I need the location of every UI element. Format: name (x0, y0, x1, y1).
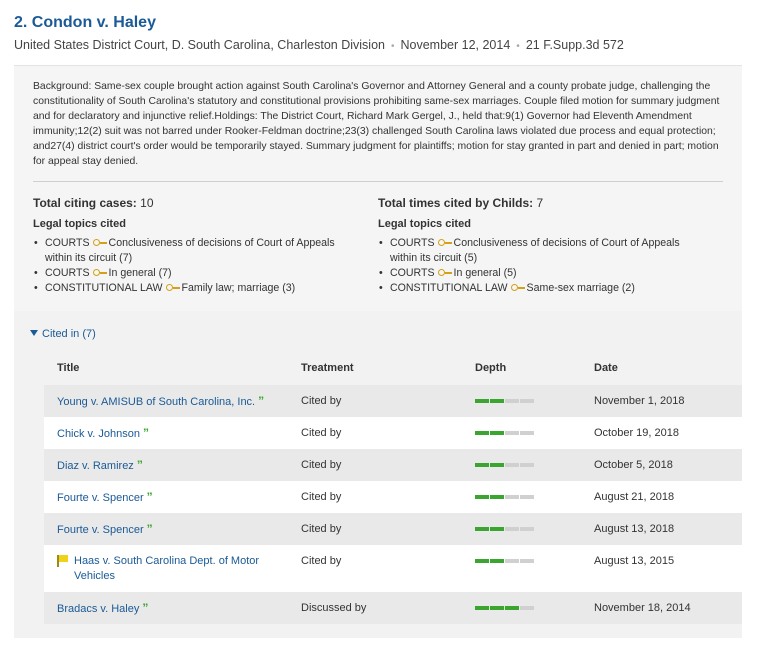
treatment-text: Cited by (301, 523, 342, 535)
table-row (44, 481, 742, 513)
key-icon (438, 268, 452, 277)
depth-segment (475, 431, 489, 435)
depth-segment (505, 527, 519, 531)
topic-text[interactable]: In general (7) (108, 267, 172, 279)
topic-list (378, 236, 708, 296)
column-header-depth: Depth (475, 362, 507, 374)
table-body (44, 385, 742, 624)
depth-segment (475, 606, 489, 610)
topic-text[interactable]: Conclusiveness of decisions of Court of Appeals within its circuit (5) (390, 237, 680, 264)
depth-segment (475, 399, 489, 403)
topic-category[interactable]: COURTS (45, 237, 90, 249)
quote-icon[interactable]: ” (146, 490, 153, 504)
quote-icon[interactable]: ” (146, 522, 153, 536)
case-link[interactable]: Fourte v. Spencer (57, 492, 144, 504)
depth-segment (475, 527, 489, 531)
treatment-text: Cited by (301, 491, 342, 503)
depth-cell (475, 554, 534, 563)
case-date: November 12, 2014 (400, 38, 511, 52)
depth-cell (475, 522, 534, 531)
case-meta (14, 36, 764, 56)
triangle-down-icon (30, 330, 38, 336)
title-cell (57, 394, 287, 410)
topic-category[interactable]: COURTS (390, 267, 435, 279)
title-cell (57, 490, 287, 506)
depth-indicator (475, 399, 534, 403)
topic-item (45, 266, 363, 281)
depth-segment (490, 399, 504, 403)
depth-cell (475, 426, 534, 435)
treatment-text: Cited by (301, 555, 342, 567)
depth-segment (505, 495, 519, 499)
topics-heading: Legal topics cited (33, 218, 126, 230)
depth-segment (475, 559, 489, 563)
key-icon (438, 238, 452, 247)
case-link[interactable]: Diaz v. Ramirez (57, 460, 134, 472)
table-row (44, 545, 742, 592)
case-header (14, 12, 764, 56)
date-cell (594, 394, 685, 409)
depth-indicator (475, 559, 534, 563)
case-link[interactable]: Chick v. Johnson (57, 428, 140, 440)
topic-category[interactable]: COURTS (45, 267, 90, 279)
topics-heading: Legal topics cited (378, 218, 471, 230)
depth-cell (475, 601, 534, 610)
depth-segment (520, 559, 534, 563)
topic-category[interactable]: CONSTITUTIONAL LAW (45, 282, 163, 294)
table-header (44, 352, 742, 385)
key-icon (511, 283, 525, 292)
date-text: August 13, 2015 (594, 555, 675, 567)
depth-cell (475, 394, 534, 403)
cited-in-label: Cited in (7) (42, 328, 96, 340)
topic-item (45, 236, 363, 266)
table-row (44, 513, 742, 545)
topic-category[interactable]: CONSTITUTIONAL LAW (390, 282, 508, 294)
depth-segment (520, 399, 534, 403)
treatment-cell (301, 490, 341, 505)
treatment-cell (301, 554, 341, 569)
date-text: October 19, 2018 (594, 427, 680, 439)
treatment-cell (301, 522, 341, 537)
depth-segment (520, 463, 534, 467)
key-icon (93, 238, 107, 247)
depth-segment (505, 463, 519, 467)
court-name: United States District Court, D. South Carolina, Charleston Division (14, 38, 385, 52)
total-citing-cases (33, 196, 363, 210)
quote-icon[interactable]: ” (142, 426, 149, 440)
treatment-text: Cited by (301, 427, 342, 439)
key-icon (166, 283, 180, 292)
quote-icon[interactable]: ” (142, 601, 149, 615)
date-text: August 13, 2018 (594, 523, 675, 535)
treatment-cell (301, 601, 366, 616)
title-cell (57, 458, 287, 474)
title-cell (57, 601, 287, 617)
table-row (44, 385, 742, 417)
depth-segment (490, 527, 504, 531)
depth-cell (475, 458, 534, 467)
topic-item (390, 281, 708, 296)
topic-text[interactable]: Conclusiveness of decisions of Court of Appeals within its circuit (7) (45, 237, 335, 264)
date-cell (594, 601, 691, 616)
column-header-treatment: Treatment (301, 362, 354, 374)
stat-value: 7 (536, 196, 544, 210)
stat-value: 10 (140, 196, 154, 210)
treatment-cell (301, 426, 341, 441)
date-text: August 21, 2018 (594, 491, 675, 503)
depth-segment (490, 559, 504, 563)
case-link[interactable]: Haas v. South Carolina Dept. of Motor Vehicles (74, 555, 260, 582)
depth-segment (490, 606, 504, 610)
case-citation: 21 F.Supp.3d 572 (525, 38, 624, 52)
treatment-text: Cited by (301, 395, 342, 407)
case-number: 2. (14, 14, 28, 31)
column-header-title: Title (57, 362, 80, 374)
depth-segment (520, 431, 534, 435)
case-link[interactable]: Fourte v. Spencer (57, 524, 144, 536)
depth-segment (475, 495, 489, 499)
total-cited-by-childs (378, 196, 708, 210)
topic-text[interactable]: Same-sex marriage (2) (526, 282, 635, 294)
date-text: October 5, 2018 (594, 459, 673, 471)
cited-in-toggle[interactable] (30, 328, 96, 340)
date-cell (594, 554, 674, 569)
title-cell (57, 554, 287, 584)
topic-item (45, 281, 363, 296)
title-cell (57, 522, 287, 538)
column-header-date: Date (594, 362, 618, 374)
depth-segment (505, 431, 519, 435)
cited-in-table (44, 352, 742, 624)
stat-label: Total citing cases: (33, 196, 137, 210)
depth-cell (475, 490, 534, 499)
divider (33, 181, 723, 182)
topic-item (390, 236, 708, 266)
date-text: November 1, 2018 (594, 395, 685, 407)
case-link[interactable]: Bradacs v. Haley (57, 603, 140, 615)
flag-icon (57, 555, 68, 567)
depth-segment (505, 559, 519, 563)
date-text: November 18, 2014 (594, 602, 691, 614)
stat-label: Total times cited by Childs: (378, 196, 534, 210)
topic-text[interactable]: Family law; marriage (3) (181, 282, 296, 294)
depth-indicator (475, 606, 534, 610)
case-link[interactable]: Young v. AMISUB of South Carolina, Inc. (57, 396, 256, 408)
depth-segment (505, 606, 519, 610)
separator-dot: • (390, 41, 395, 52)
treatment-cell (301, 394, 341, 409)
quote-icon[interactable]: ” (258, 394, 265, 408)
key-icon (93, 268, 107, 277)
table-row (44, 417, 742, 449)
topic-item (390, 266, 708, 281)
cited-in-section (14, 311, 742, 638)
date-cell (594, 458, 673, 473)
date-cell (594, 426, 679, 441)
depth-indicator (475, 431, 534, 435)
citing-cases-stats (33, 196, 363, 296)
topic-category[interactable]: COURTS (390, 237, 435, 249)
depth-segment (490, 431, 504, 435)
topic-text[interactable]: In general (5) (453, 267, 517, 279)
treatment-cell (301, 458, 341, 473)
date-cell (594, 522, 674, 537)
case-title[interactable] (14, 12, 764, 34)
depth-segment (490, 463, 504, 467)
quote-icon[interactable]: ” (136, 458, 143, 472)
depth-segment (505, 399, 519, 403)
case-summary-card (14, 65, 742, 638)
date-cell (594, 490, 674, 505)
depth-indicator (475, 463, 534, 467)
depth-segment (520, 527, 534, 531)
separator-dot: • (516, 41, 520, 52)
table-row (44, 449, 742, 481)
cited-by-childs-stats (378, 196, 708, 296)
treatment-text: Cited by (301, 459, 342, 471)
depth-indicator (475, 495, 534, 499)
case-name[interactable]: Condon v. Haley (31, 14, 156, 31)
depth-segment (520, 495, 534, 499)
depth-segment (520, 606, 534, 610)
background-summary: Background: Same-sex couple brought action against South Carolina's Governor and Attorney General and a county probate judge, challenging the constitutionality of South Carolina's statutory and constitutional provisions prohibiting same-sex marriages. Couple filed motion for summary judgment and for declaratory and injunctive relief.Holdings: The District Court, Richard Mark Gergel, J., held that:9(1) Governor had Eleventh Amendment immunity;12(2) suit was not barred under Rooker-Feldman doctrine;23(3) challenged South Carolina laws violated due process and equal protection; and27(4) district court's order would be temporarily stayed. Summary judgment for plaintiffs; motion for stay granted in part and denied in part; motion for appeal stay denied. (33, 81, 720, 167)
treatment-text: Discussed by (301, 602, 367, 614)
flagged-title (57, 554, 287, 584)
depth-indicator (475, 527, 534, 531)
depth-segment (490, 495, 504, 499)
title-cell (57, 426, 287, 442)
table-row (44, 592, 742, 624)
topic-list (33, 236, 363, 296)
depth-segment (475, 463, 489, 467)
